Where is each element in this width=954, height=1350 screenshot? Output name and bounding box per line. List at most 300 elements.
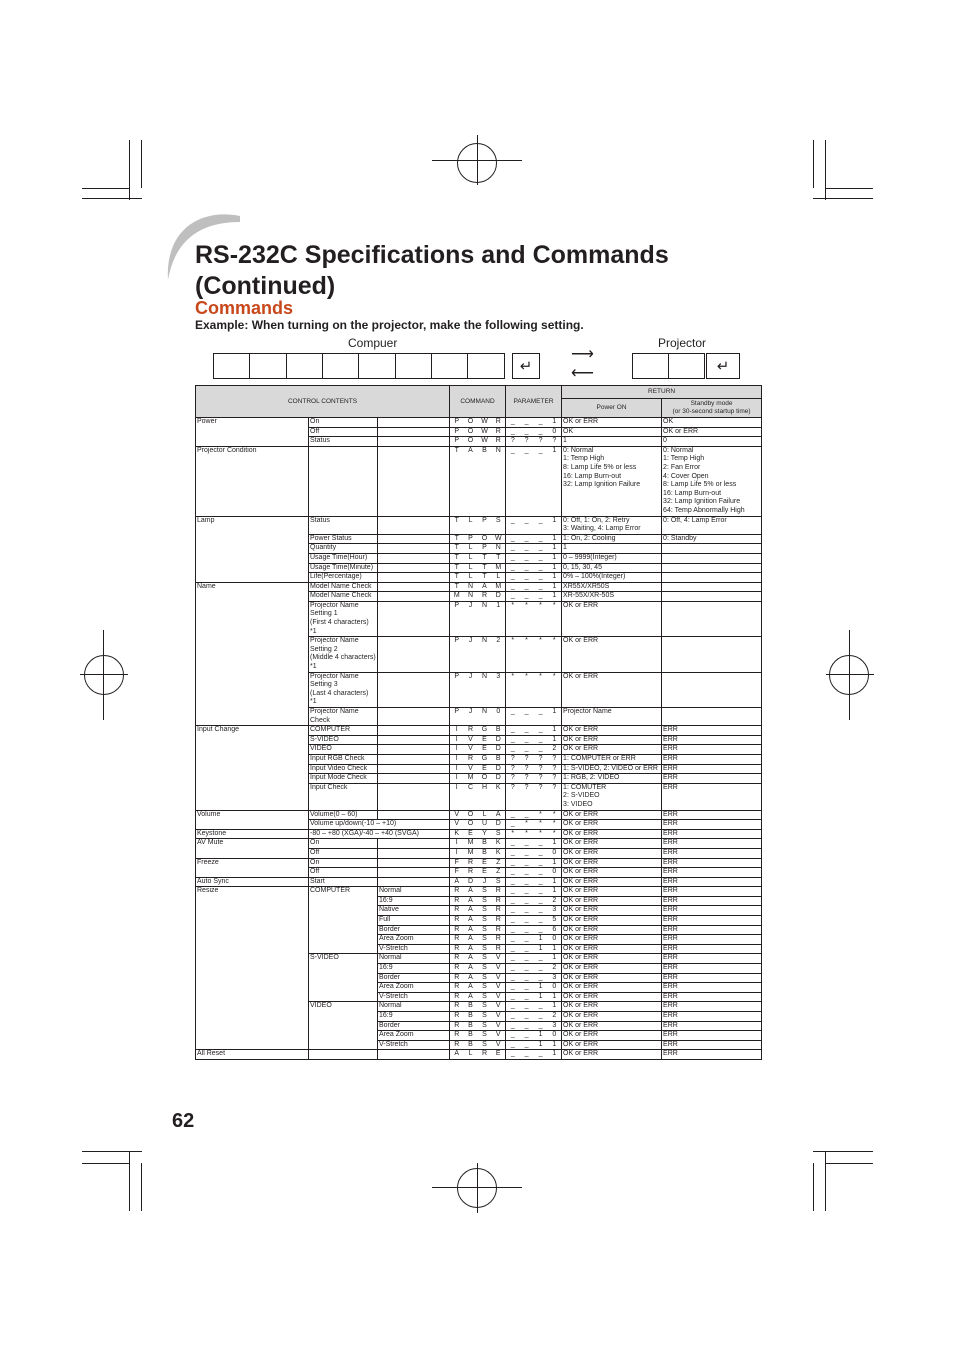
parameter-char: _ — [520, 563, 534, 573]
command-char: S — [492, 877, 506, 887]
control-subitem — [378, 735, 450, 745]
parameter-char: _ — [534, 553, 548, 563]
control-category — [196, 992, 309, 1002]
command-char-box — [358, 353, 396, 379]
control-subitem: V-Stretch — [378, 944, 450, 954]
parameter-char: _ — [506, 964, 520, 974]
control-item: Model Name Check — [309, 582, 378, 592]
control-item — [309, 1012, 378, 1022]
registration-mark — [826, 674, 874, 675]
control-category — [196, 1012, 309, 1022]
control-category — [196, 764, 309, 774]
parameter-char: _ — [534, 877, 548, 887]
command-char: I — [450, 839, 464, 849]
parameter-char: ? — [520, 437, 534, 447]
command-char: N — [478, 672, 492, 707]
control-item: Status — [309, 437, 378, 447]
command-char: S — [478, 887, 492, 897]
return-standby: ERR — [662, 726, 762, 736]
return-standby: ERR — [662, 973, 762, 983]
control-item — [309, 964, 378, 974]
command-char: B — [478, 839, 492, 849]
crop-mark — [825, 140, 826, 200]
command-char: R — [450, 1031, 464, 1041]
parameter-char: _ — [506, 868, 520, 878]
parameter-char: 1 — [548, 1002, 562, 1012]
command-char: W — [478, 418, 492, 428]
command-char: G — [478, 754, 492, 764]
parameter-char: _ — [534, 544, 548, 554]
command-char: A — [464, 992, 478, 1002]
return-standby: ERR — [662, 848, 762, 858]
command-char-box — [322, 353, 359, 379]
return-power-on: OK or ERR — [562, 925, 662, 935]
return-standby — [662, 563, 762, 573]
command-char: D — [492, 774, 506, 784]
header-standby-mode: Standby mode (or 30-second startup time) — [662, 399, 762, 418]
command-char: A — [464, 896, 478, 906]
command-char-box — [213, 353, 250, 379]
table-row — [196, 573, 762, 583]
control-category — [196, 944, 309, 954]
parameter-char: _ — [520, 1031, 534, 1041]
parameter-char: 2 — [548, 745, 562, 755]
parameter-char: _ — [506, 983, 520, 993]
command-char: S — [478, 1040, 492, 1050]
parameter-char: _ — [534, 896, 548, 906]
table-row — [196, 764, 762, 774]
control-category — [196, 544, 309, 554]
command-char: L — [464, 573, 478, 583]
control-category: Keystone — [196, 829, 309, 839]
example-caption: Example: When turning on the projector, make the following setting. — [195, 318, 584, 332]
command-char: R — [478, 592, 492, 602]
table-row — [196, 446, 762, 516]
command-char: R — [450, 1002, 464, 1012]
table-row — [196, 916, 762, 926]
command-char: K — [492, 848, 506, 858]
parameter-char: * — [506, 829, 520, 839]
command-char: M — [464, 848, 478, 858]
parameter-char: 5 — [548, 916, 562, 926]
control-item: Projector Name Setting 3 (Last 4 characters) *1 — [309, 672, 378, 707]
return-standby: ERR — [662, 935, 762, 945]
control-category — [196, 774, 309, 784]
control-item: Input Check — [309, 783, 378, 810]
command-char: R — [450, 1040, 464, 1050]
parameter-char: 0 — [548, 427, 562, 437]
command-char: V — [464, 745, 478, 755]
command-char: A — [450, 1050, 464, 1060]
parameter-char: 0 — [548, 868, 562, 878]
parameter-char: _ — [520, 916, 534, 926]
crop-mark — [825, 1163, 873, 1164]
table-row — [196, 774, 762, 784]
command-char: S — [478, 973, 492, 983]
command-char: T — [450, 553, 464, 563]
parameter-char: _ — [520, 1050, 534, 1060]
command-char: V — [464, 735, 478, 745]
parameter-char: _ — [520, 592, 534, 602]
return-power-on: Projector Name — [562, 708, 662, 726]
command-char: T — [450, 516, 464, 534]
parameter-char: _ — [534, 1050, 548, 1060]
control-subitem: Full — [378, 916, 450, 926]
return-power-on: OK or ERR — [562, 964, 662, 974]
parameter-char: ? — [548, 774, 562, 784]
parameter-char: _ — [534, 887, 548, 897]
table-row — [196, 754, 762, 764]
command-char: N — [464, 592, 478, 602]
control-category — [196, 592, 309, 602]
return-power-on: OK or ERR — [562, 1050, 662, 1060]
control-category: Volume — [196, 810, 309, 820]
page-title: RS-232C Specifications and Commands (Continued) — [195, 241, 669, 300]
return-power-on: OK or ERR — [562, 906, 662, 916]
control-subitem: 16:9 — [378, 964, 450, 974]
enter-icon: ↵ — [706, 353, 740, 379]
parameter-char: 1 — [548, 726, 562, 736]
registration-mark — [849, 630, 850, 720]
command-char: I — [450, 848, 464, 858]
return-char-box — [668, 353, 705, 379]
table-row — [196, 983, 762, 993]
parameter-char: ? — [548, 764, 562, 774]
return-standby: ERR — [662, 1002, 762, 1012]
return-power-on: 1: RGB, 2: VIDEO — [562, 774, 662, 784]
table-row — [196, 925, 762, 935]
table-row — [196, 544, 762, 554]
command-char: D — [492, 745, 506, 755]
control-subitem — [378, 553, 450, 563]
command-char: E — [478, 735, 492, 745]
control-item — [309, 973, 378, 983]
control-subitem — [378, 573, 450, 583]
parameter-char: _ — [506, 848, 520, 858]
parameter-char: 1 — [548, 992, 562, 1002]
table-row — [196, 964, 762, 974]
parameter-char: _ — [534, 573, 548, 583]
control-subitem: Border — [378, 973, 450, 983]
control-item: VIDEO — [309, 1002, 378, 1012]
parameter-char: ? — [520, 764, 534, 774]
parameter-char: 1 — [534, 983, 548, 993]
control-subitem: 16:9 — [378, 1012, 450, 1022]
command-char: K — [492, 783, 506, 810]
control-category: Freeze — [196, 858, 309, 868]
parameter-char: 1 — [548, 708, 562, 726]
parameter-char: _ — [520, 992, 534, 1002]
command-char: B — [492, 754, 506, 764]
parameter-char: 1 — [548, 544, 562, 554]
command-char: A — [464, 983, 478, 993]
command-char: H — [478, 783, 492, 810]
return-standby: ERR — [662, 992, 762, 1002]
parameter-char: * — [520, 637, 534, 672]
control-subitem: 16:9 — [378, 896, 450, 906]
parameter-char: _ — [520, 848, 534, 858]
control-item — [309, 1031, 378, 1041]
crop-mark — [129, 1151, 130, 1211]
control-category — [196, 896, 309, 906]
return-power-on: OK or ERR — [562, 1021, 662, 1031]
parameter-char: ? — [520, 774, 534, 784]
command-char: V — [492, 973, 506, 983]
parameter-char: _ — [520, 534, 534, 544]
parameter-char: _ — [506, 427, 520, 437]
command-char: R — [492, 944, 506, 954]
control-item — [309, 925, 378, 935]
command-char: A — [464, 944, 478, 954]
return-power-on: OK or ERR — [562, 973, 662, 983]
command-char: I — [450, 726, 464, 736]
parameter-char: 1 — [548, 877, 562, 887]
return-power-on: 0: Normal 1: Temp High 8: Lamp Life 5% or less 16: Lamp Burn-out 32: Lamp Ignition Failure — [562, 446, 662, 516]
return-power-on: OK or ERR — [562, 1012, 662, 1022]
parameter-char: 0 — [548, 983, 562, 993]
command-char: R — [492, 906, 506, 916]
control-category — [196, 820, 309, 830]
return-power-on: OK or ERR — [562, 829, 662, 839]
table-row — [196, 427, 762, 437]
parameter-char: ? — [534, 764, 548, 774]
command-char: Y — [478, 829, 492, 839]
control-category: All Reset — [196, 1050, 309, 1060]
crop-mark — [82, 188, 130, 189]
parameter-char: _ — [506, 925, 520, 935]
command-char: A — [464, 906, 478, 916]
control-item: Input RGB Check — [309, 754, 378, 764]
parameter-char: _ — [520, 1040, 534, 1050]
return-standby — [662, 544, 762, 554]
return-power-on: OK or ERR — [562, 916, 662, 926]
command-char: A — [464, 887, 478, 897]
command-char: T — [478, 573, 492, 583]
command-char-box — [395, 353, 432, 379]
command-char: T — [450, 563, 464, 573]
parameter-char: ? — [506, 783, 520, 810]
header-command: COMMAND — [450, 386, 506, 418]
command-char: B — [478, 446, 492, 516]
control-item: Projector Name Setting 1 (First 4 characters) *1 — [309, 601, 378, 636]
parameter-char: 1 — [534, 944, 548, 954]
return-standby: ERR — [662, 764, 762, 774]
control-category — [196, 1002, 309, 1012]
return-standby — [662, 637, 762, 672]
command-char: R — [464, 754, 478, 764]
parameter-char: 3 — [548, 906, 562, 916]
command-char: I — [450, 754, 464, 764]
parameter-char: _ — [520, 877, 534, 887]
parameter-char: _ — [506, 992, 520, 1002]
command-char: T — [450, 534, 464, 544]
command-char: L — [478, 810, 492, 820]
control-subitem — [378, 637, 450, 672]
command-char: L — [464, 544, 478, 554]
arrow-left-icon: ⟵ — [571, 365, 594, 382]
table-row — [196, 839, 762, 849]
control-subitem: Native — [378, 906, 450, 916]
parameter-char: _ — [534, 726, 548, 736]
command-char: O — [478, 774, 492, 784]
control-item: Usage Time(Minute) — [309, 563, 378, 573]
return-power-on: OK or ERR — [562, 672, 662, 707]
return-power-on: OK or ERR — [562, 637, 662, 672]
table-row — [196, 868, 762, 878]
parameter-char: _ — [520, 1012, 534, 1022]
table-row — [196, 1002, 762, 1012]
command-char: S — [478, 944, 492, 954]
parameter-char: 0 — [548, 1031, 562, 1041]
parameter-char: _ — [520, 427, 534, 437]
header-power-on: Power ON — [562, 399, 662, 418]
control-subitem — [378, 810, 450, 820]
command-char: R — [464, 868, 478, 878]
return-power-on: OK or ERR — [562, 810, 662, 820]
return-standby: ERR — [662, 1040, 762, 1050]
command-char: F — [450, 858, 464, 868]
parameter-char: _ — [534, 745, 548, 755]
control-subitem — [378, 848, 450, 858]
control-category — [196, 983, 309, 993]
control-category — [196, 906, 309, 916]
parameter-char: ? — [534, 437, 548, 447]
parameter-char: _ — [534, 534, 548, 544]
header-parameter: PARAMETER — [506, 386, 562, 418]
table-row — [196, 418, 762, 428]
table-row — [196, 637, 762, 672]
control-subitem: Normal — [378, 887, 450, 897]
parameter-char: * — [548, 601, 562, 636]
command-char: S — [492, 516, 506, 534]
command-char: T — [450, 582, 464, 592]
control-subitem — [378, 877, 450, 887]
control-subitem — [378, 672, 450, 707]
control-category — [196, 925, 309, 935]
command-char: V — [492, 983, 506, 993]
parameter-char: ? — [506, 764, 520, 774]
return-power-on: OK or ERR — [562, 601, 662, 636]
control-subitem — [378, 858, 450, 868]
crop-mark — [141, 1163, 142, 1211]
command-char: V — [464, 764, 478, 774]
command-char: R — [450, 896, 464, 906]
parameter-char: _ — [534, 858, 548, 868]
command-char: T — [450, 544, 464, 554]
return-power-on: 1 — [562, 544, 662, 554]
control-item: S-VIDEO — [309, 735, 378, 745]
command-char: R — [492, 916, 506, 926]
command-char: U — [478, 820, 492, 830]
return-power-on: 0: Off, 1: On, 2: Retry 3: Waiting, 4: Lamp Error — [562, 516, 662, 534]
control-item — [309, 983, 378, 993]
command-char: J — [464, 601, 478, 636]
command-char: V — [492, 964, 506, 974]
parameter-char: _ — [506, 516, 520, 534]
command-char: L — [464, 1050, 478, 1060]
table-row — [196, 1050, 762, 1060]
parameter-char: 1 — [548, 887, 562, 897]
control-subitem — [378, 754, 450, 764]
command-char: N — [464, 582, 478, 592]
control-item: Off — [309, 868, 378, 878]
return-standby: ERR — [662, 925, 762, 935]
crop-mark — [82, 1163, 130, 1164]
return-standby: ERR — [662, 774, 762, 784]
command-char: P — [450, 437, 464, 447]
command-char: Z — [492, 858, 506, 868]
control-subitem: V-Stretch — [378, 1040, 450, 1050]
control-category — [196, 1021, 309, 1031]
command-char: R — [450, 887, 464, 897]
return-power-on: 1: On, 2: Cooling — [562, 534, 662, 544]
command-char: E — [492, 1050, 506, 1060]
return-power-on: OK or ERR — [562, 839, 662, 849]
parameter-char: * — [520, 672, 534, 707]
parameter-char: ? — [506, 437, 520, 447]
table-row — [196, 1021, 762, 1031]
command-char: R — [450, 925, 464, 935]
command-char: C — [464, 783, 478, 810]
command-char: V — [492, 1002, 506, 1012]
control-subitem: Border — [378, 1021, 450, 1031]
control-item: Power Status — [309, 534, 378, 544]
parameter-char: _ — [534, 954, 548, 964]
parameter-char: _ — [506, 944, 520, 954]
control-category: Projector Condition — [196, 446, 309, 516]
return-standby: ERR — [662, 1031, 762, 1041]
command-char: A — [464, 964, 478, 974]
control-item — [309, 1040, 378, 1050]
command-char: O — [464, 810, 478, 820]
control-subitem — [378, 601, 450, 636]
command-char: R — [450, 983, 464, 993]
command-char: S — [478, 1002, 492, 1012]
parameter-char: _ — [534, 592, 548, 602]
crop-mark — [825, 1151, 826, 1211]
parameter-char: _ — [534, 964, 548, 974]
control-category — [196, 868, 309, 878]
command-char: R — [450, 906, 464, 916]
command-char: M — [492, 582, 506, 592]
command-char: O — [464, 418, 478, 428]
parameter-char: _ — [534, 516, 548, 534]
table-row — [196, 672, 762, 707]
command-char: P — [478, 544, 492, 554]
parameter-char: _ — [534, 708, 548, 726]
control-category — [196, 1040, 309, 1050]
command-char: R — [450, 1012, 464, 1022]
command-char: B — [492, 726, 506, 736]
control-subitem — [378, 563, 450, 573]
control-category — [196, 783, 309, 810]
control-item: On — [309, 418, 378, 428]
table-row — [196, 896, 762, 906]
table-row — [196, 906, 762, 916]
return-standby: ERR — [662, 810, 762, 820]
return-standby: ERR — [662, 754, 762, 764]
return-power-on: OK or ERR — [562, 726, 662, 736]
crop-mark — [129, 140, 130, 200]
return-standby: ERR — [662, 735, 762, 745]
control-item: On — [309, 858, 378, 868]
command-char: W — [478, 437, 492, 447]
control-subitem — [378, 783, 450, 810]
control-category — [196, 437, 309, 447]
command-char: I — [450, 745, 464, 755]
enter-icon: ↵ — [512, 353, 540, 379]
table-row — [196, 858, 762, 868]
